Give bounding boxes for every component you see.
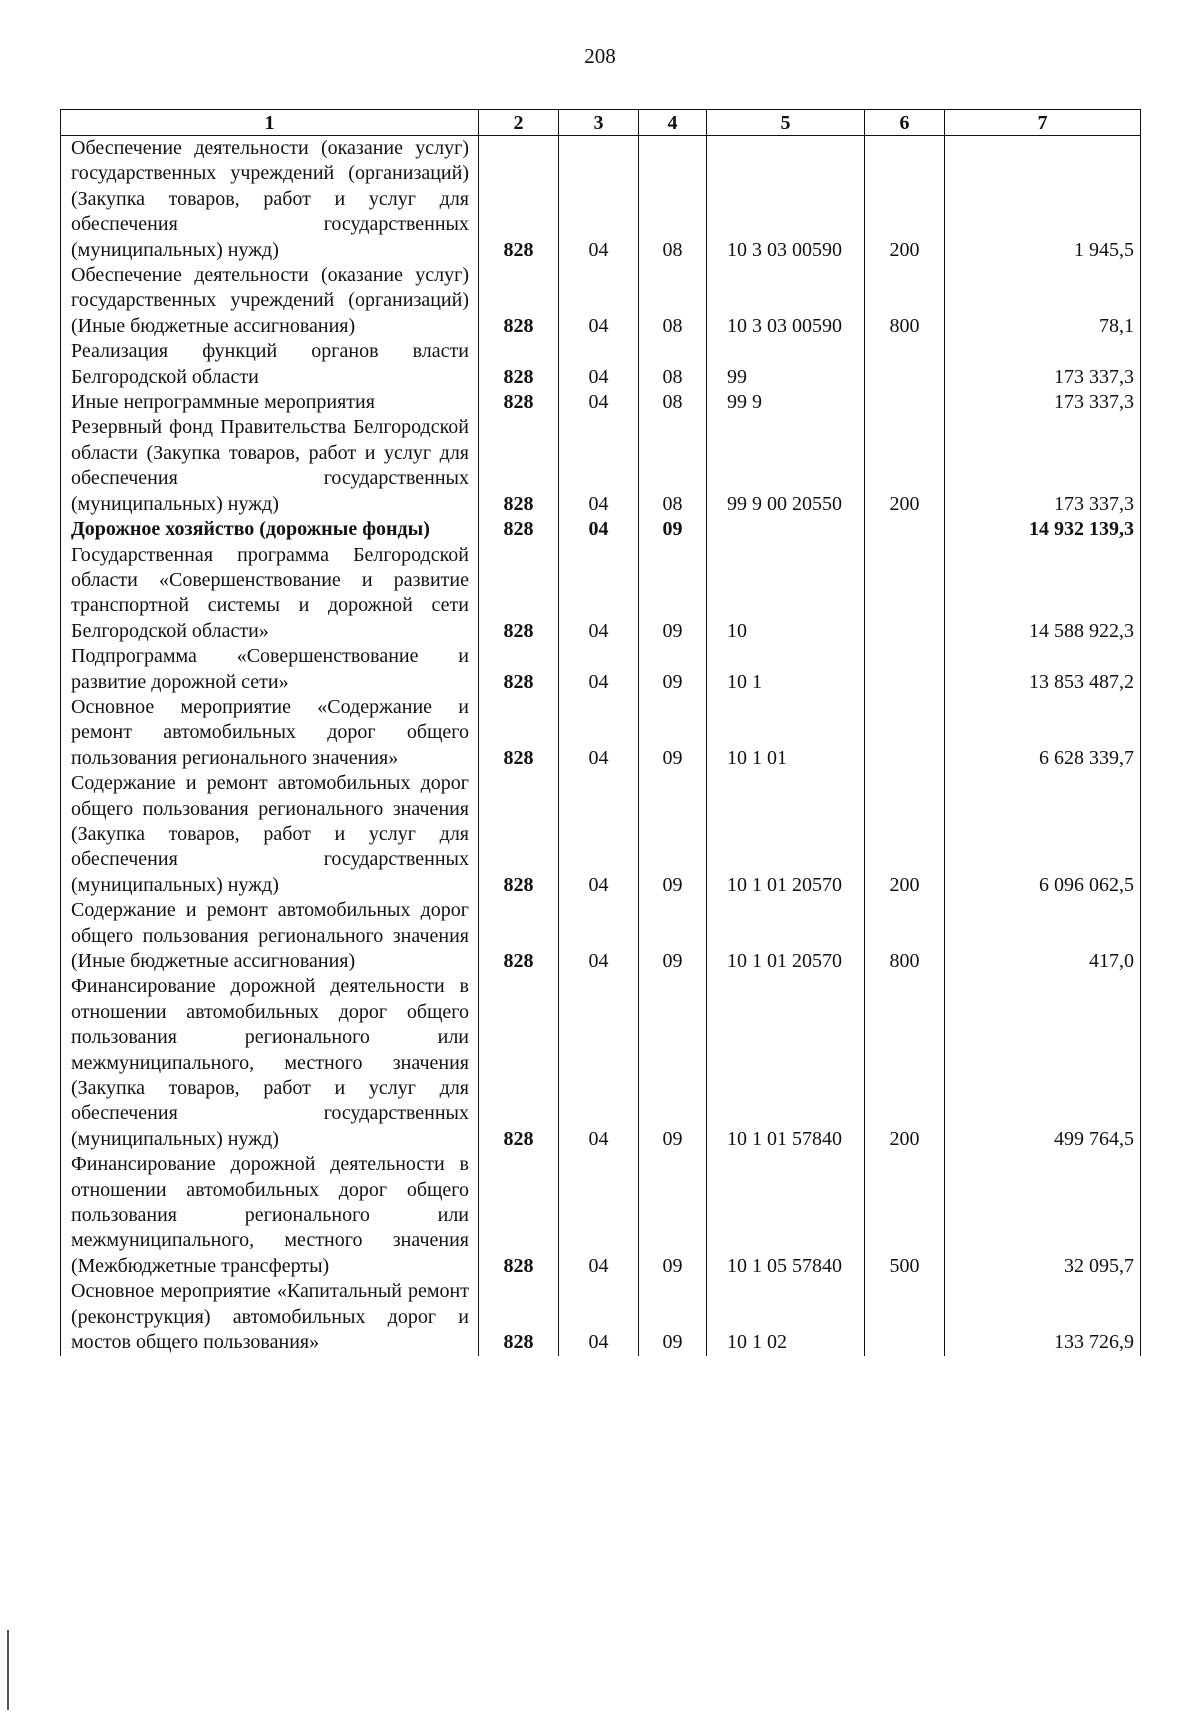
ministry-code-cell: 828 [479, 644, 559, 695]
ministry-code-cell: 828 [479, 974, 559, 1152]
row-name-cell: Основное мероприятие «Капитальный ремонт (реконструкция) автомобильных дорог и мостов общего пользования» [61, 1279, 479, 1355]
table-row [61, 339, 1141, 390]
section-cell: 04 [559, 898, 639, 974]
target-article-cell: 99 9 [707, 390, 865, 415]
subsection-cell: 09 [639, 974, 707, 1152]
section-cell: 04 [559, 974, 639, 1152]
amount-cell: 6 628 339,7 [945, 695, 1141, 771]
column-header: 2 [479, 110, 559, 136]
ministry-code-cell: 828 [479, 415, 559, 517]
subsection-cell: 09 [639, 644, 707, 695]
expense-type-cell [865, 644, 945, 695]
target-article-cell: 99 9 00 20550 [707, 415, 865, 517]
expense-type-cell: 200 [865, 415, 945, 517]
amount-cell: 173 337,3 [945, 390, 1141, 415]
table-row [61, 517, 1141, 542]
section-cell: 04 [559, 415, 639, 517]
column-header: 5 [707, 110, 865, 136]
row-name-cell: Обеспечение деятельности (оказание услуг) государственных учреждений (организаций) (Иные бюджетные ассигнования) [61, 263, 479, 339]
row-name-cell: Резервный фонд Правительства Белгородской области (Закупка товаров, работ и услуг для обеспечения государственных (муниципальных) нужд) [61, 415, 479, 517]
expense-type-cell: 800 [865, 263, 945, 339]
ministry-code-cell: 828 [479, 263, 559, 339]
target-article-cell: 10 1 [707, 644, 865, 695]
target-article-cell: 10 1 01 [707, 695, 865, 771]
target-article-cell: 10 3 03 00590 [707, 263, 865, 339]
section-cell: 04 [559, 543, 639, 645]
subsection-cell: 09 [639, 1279, 707, 1355]
expense-type-cell [865, 390, 945, 415]
ministry-code-cell: 828 [479, 1152, 559, 1279]
table-row [61, 771, 1141, 898]
table-row [61, 1152, 1141, 1279]
target-article-cell [707, 517, 865, 542]
table-row [61, 898, 1141, 974]
subsection-cell: 09 [639, 771, 707, 898]
section-cell: 04 [559, 644, 639, 695]
expense-type-cell [865, 1279, 945, 1355]
target-article-cell: 10 1 05 57840 [707, 1152, 865, 1279]
column-header: 1 [61, 110, 479, 136]
table-row [61, 136, 1141, 264]
subsection-cell: 09 [639, 1152, 707, 1279]
table-row [61, 390, 1141, 415]
table-header [61, 110, 1141, 136]
table-row [61, 543, 1141, 645]
subsection-cell: 09 [639, 543, 707, 645]
expense-type-cell: 200 [865, 136, 945, 264]
amount-cell: 14 588 922,3 [945, 543, 1141, 645]
ministry-code-cell: 828 [479, 136, 559, 264]
table-row [61, 695, 1141, 771]
column-header: 3 [559, 110, 639, 136]
expense-type-cell: 800 [865, 898, 945, 974]
ministry-code-cell: 828 [479, 517, 559, 542]
budget-table [60, 109, 1141, 1356]
row-name-cell: Содержание и ремонт автомобильных дорог общего пользования регионального значения (Иные бюджетные ассигнования) [61, 898, 479, 974]
amount-cell: 173 337,3 [945, 415, 1141, 517]
subsection-cell: 08 [639, 339, 707, 390]
section-cell: 04 [559, 517, 639, 542]
amount-cell: 78,1 [945, 263, 1141, 339]
section-cell: 04 [559, 263, 639, 339]
row-name-cell: Государственная программа Белгородской области «Совершенствование и развитие транспортной системы и дорожной сети Белгородской области» [61, 543, 479, 645]
subsection-cell: 08 [639, 390, 707, 415]
row-name-cell: Финансирование дорожной деятельности в отношении автомобильных дорог общего пользования регионального или межмуниципального, местного значения (Закупка товаров, работ и услуг для обеспечения государственных (муниципальных) нужд) [61, 974, 479, 1152]
section-cell: 04 [559, 1279, 639, 1355]
ministry-code-cell: 828 [479, 339, 559, 390]
amount-cell: 14 932 139,3 [945, 517, 1141, 542]
expense-type-cell [865, 543, 945, 645]
column-header: 6 [865, 110, 945, 136]
subsection-cell: 08 [639, 136, 707, 264]
ministry-code-cell: 828 [479, 543, 559, 645]
target-article-cell: 10 1 01 20570 [707, 771, 865, 898]
amount-cell: 173 337,3 [945, 339, 1141, 390]
ministry-code-cell: 828 [479, 390, 559, 415]
target-article-cell: 10 1 01 57840 [707, 974, 865, 1152]
target-article-cell: 10 [707, 543, 865, 645]
row-name-cell: Обеспечение деятельности (оказание услуг) государственных учреждений (организаций) (Закупка товаров, работ и услуг для обеспечения государственных (муниципальных) нужд) [61, 136, 479, 264]
row-name-cell: Дорожное хозяйство (дорожные фонды) [61, 517, 479, 542]
expense-type-cell: 200 [865, 974, 945, 1152]
row-name-cell: Финансирование дорожной деятельности в отношении автомобильных дорог общего пользования регионального или межмуниципального, местного значения (Межбюджетные трансферты) [61, 1152, 479, 1279]
row-name-cell: Содержание и ремонт автомобильных дорог общего пользования регионального значения (Закупка товаров, работ и услуг для обеспечения государственных (муниципальных) нужд) [61, 771, 479, 898]
target-article-cell: 99 [707, 339, 865, 390]
amount-cell: 32 095,7 [945, 1152, 1141, 1279]
target-article-cell: 10 1 02 [707, 1279, 865, 1355]
target-article-cell: 10 1 01 20570 [707, 898, 865, 974]
amount-cell: 133 726,9 [945, 1279, 1141, 1355]
subsection-cell: 09 [639, 898, 707, 974]
row-name-cell: Основное мероприятие «Содержание и ремонт автомобильных дорог общего пользования регионального значения» [61, 695, 479, 771]
row-name-cell: Подпрограмма «Совершенствование и развитие дорожной сети» [61, 644, 479, 695]
column-header: 4 [639, 110, 707, 136]
ministry-code-cell: 828 [479, 1279, 559, 1355]
row-name-cell: Иные непрограммные мероприятия [61, 390, 479, 415]
table-row [61, 415, 1141, 517]
subsection-cell: 08 [639, 263, 707, 339]
section-cell: 04 [559, 136, 639, 264]
expense-type-cell [865, 517, 945, 542]
target-article-cell: 10 3 03 00590 [707, 136, 865, 264]
column-header: 7 [945, 110, 1141, 136]
table-row [61, 644, 1141, 695]
section-cell: 04 [559, 1152, 639, 1279]
table-body [61, 136, 1141, 1356]
scan-edge-mark [7, 1630, 9, 1710]
amount-cell: 417,0 [945, 898, 1141, 974]
expense-type-cell: 500 [865, 1152, 945, 1279]
ministry-code-cell: 828 [479, 695, 559, 771]
subsection-cell: 09 [639, 695, 707, 771]
section-cell: 04 [559, 771, 639, 898]
ministry-code-cell: 828 [479, 771, 559, 898]
page-number: 208 [584, 44, 616, 68]
table-row [61, 974, 1141, 1152]
table-row [61, 1279, 1141, 1355]
expense-type-cell [865, 695, 945, 771]
amount-cell: 13 853 487,2 [945, 644, 1141, 695]
amount-cell: 6 096 062,5 [945, 771, 1141, 898]
subsection-cell: 09 [639, 517, 707, 542]
amount-cell: 1 945,5 [945, 136, 1141, 264]
row-name-cell: Реализация функций органов власти Белгородской области [61, 339, 479, 390]
subsection-cell: 08 [639, 415, 707, 517]
table-row [61, 263, 1141, 339]
ministry-code-cell: 828 [479, 898, 559, 974]
section-cell: 04 [559, 339, 639, 390]
amount-cell: 499 764,5 [945, 974, 1141, 1152]
section-cell: 04 [559, 390, 639, 415]
expense-type-cell [865, 339, 945, 390]
section-cell: 04 [559, 695, 639, 771]
expense-type-cell: 200 [865, 771, 945, 898]
